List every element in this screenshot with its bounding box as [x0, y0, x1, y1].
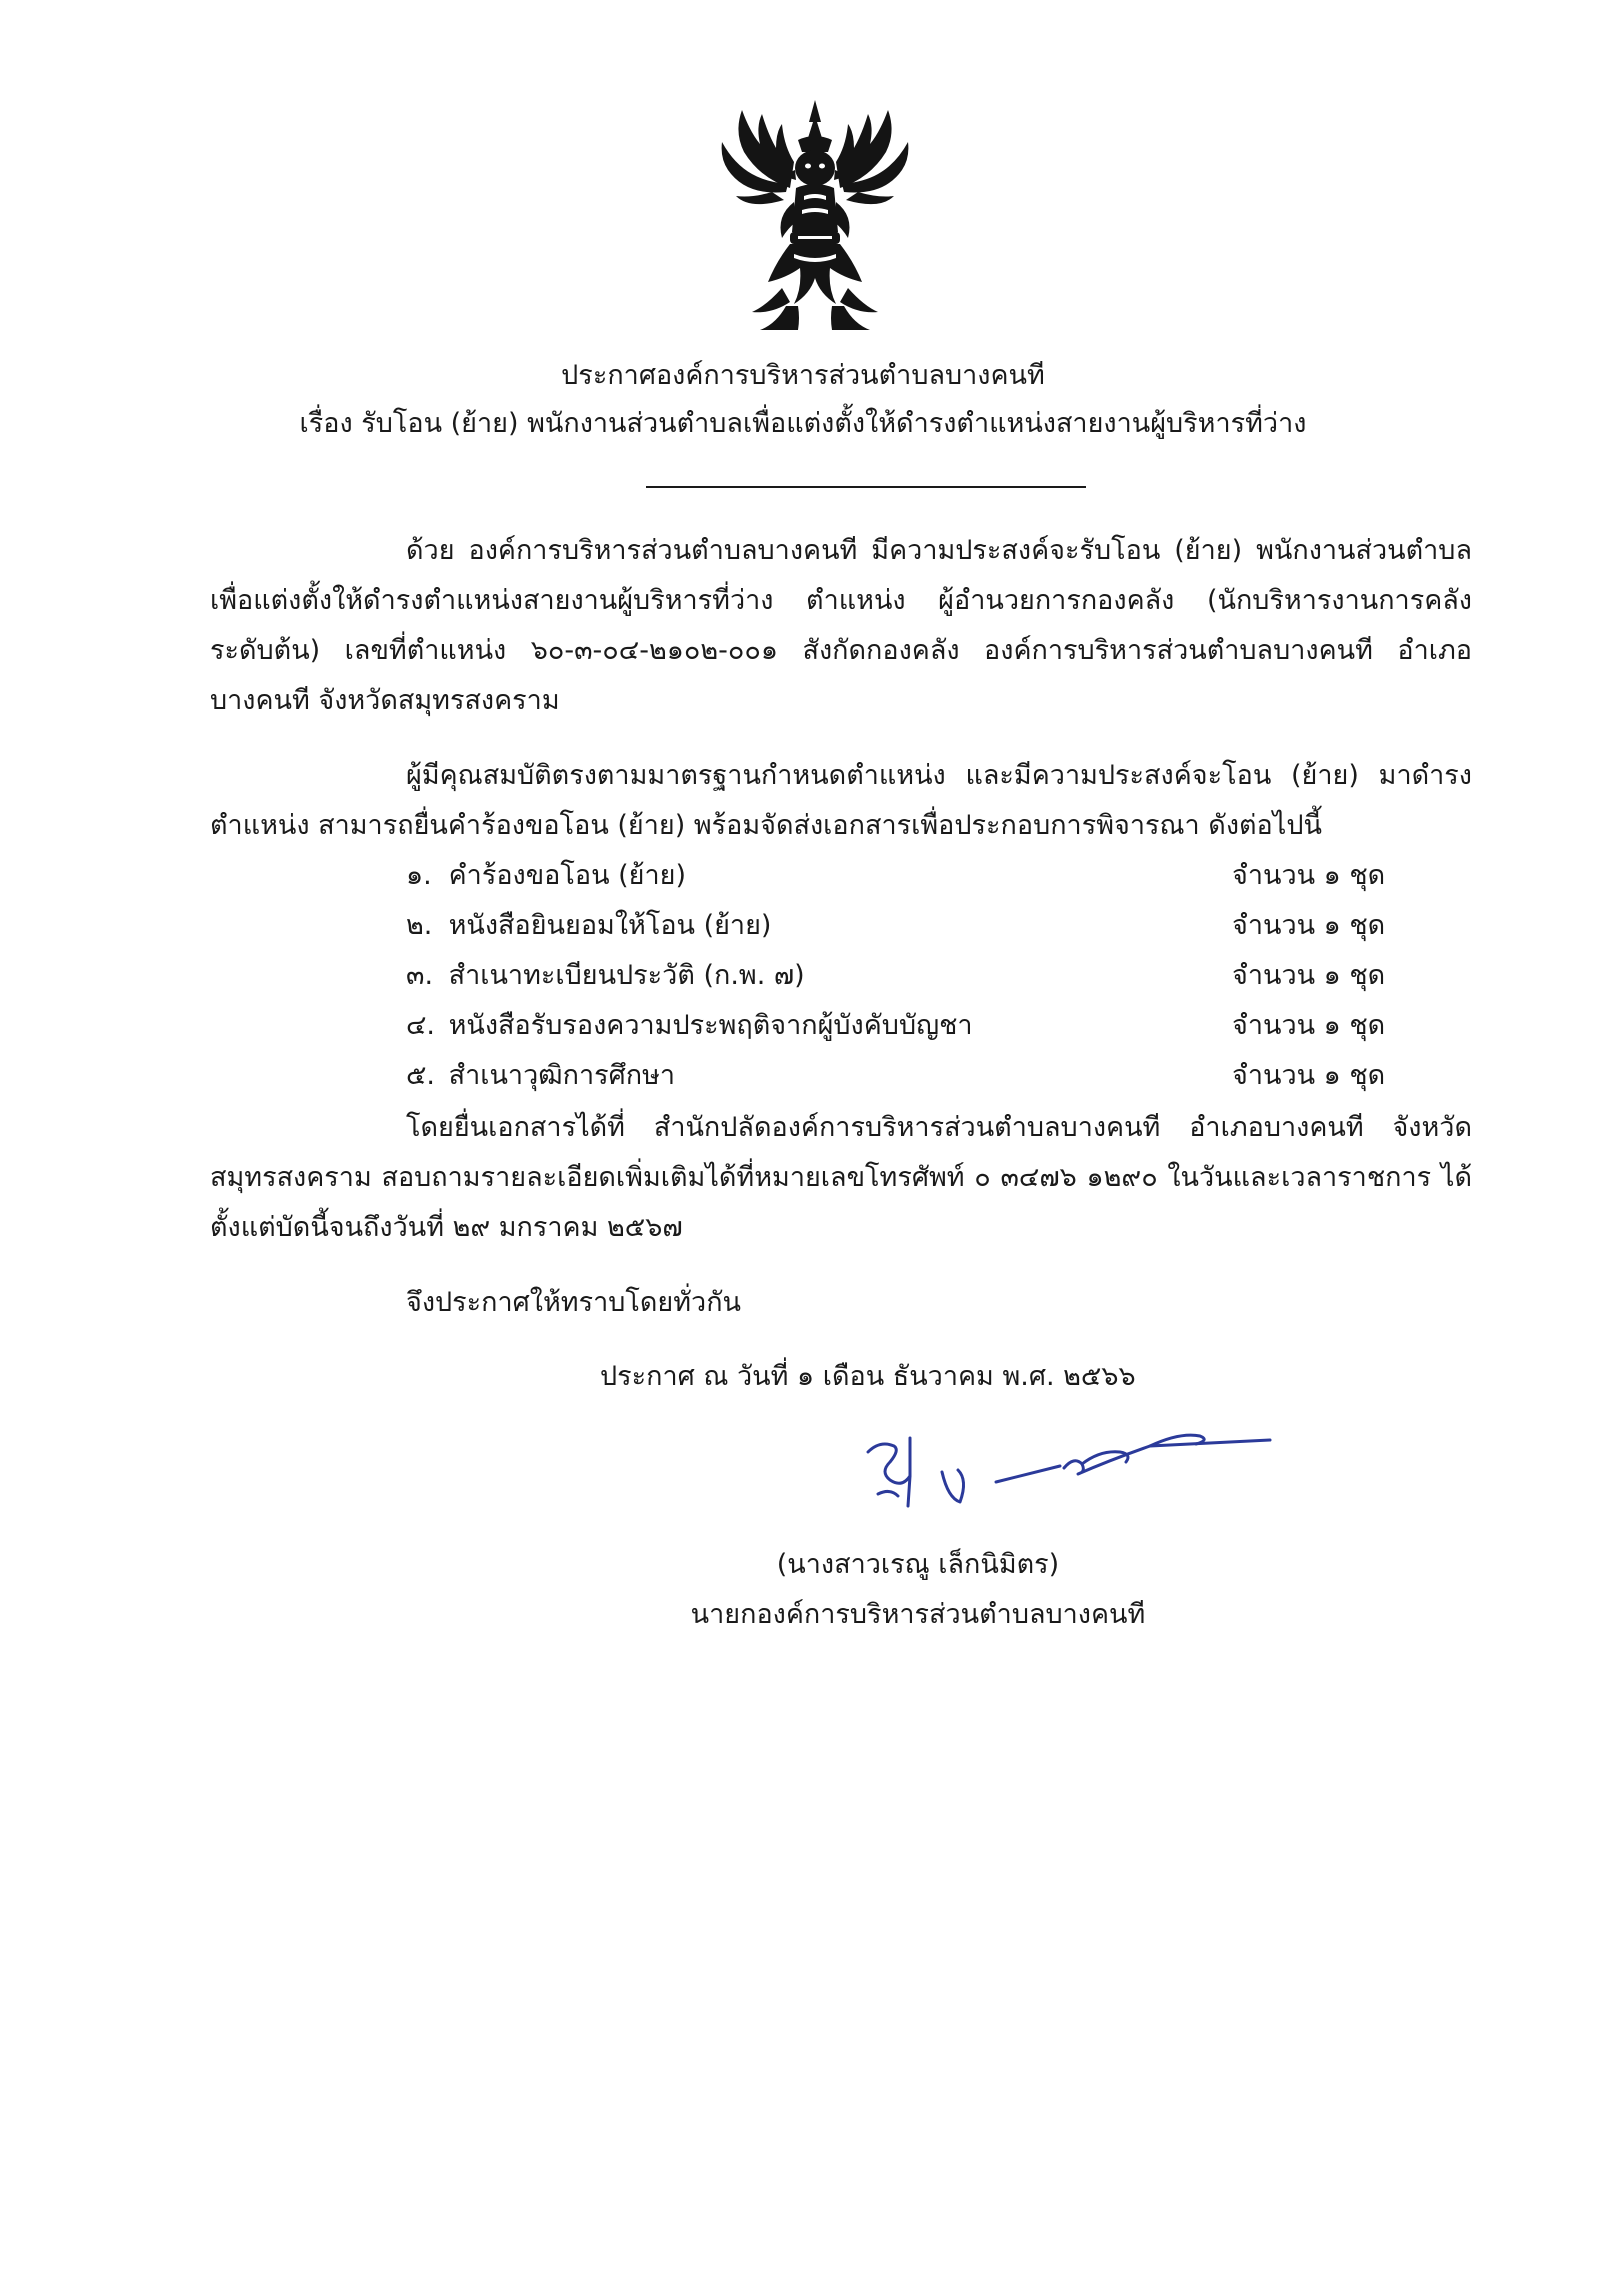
announcement-date: ประกาศ ณ วันที่ ๑ เดือน ธันวาคม พ.ศ. ๒๕๖๖: [600, 1361, 1136, 1392]
item-quantity: จำนวน ๑ ชุด: [1232, 910, 1386, 941]
item-text: สำเนาวุฒิการศึกษา: [448, 1060, 676, 1091]
item-text: หนังสือยินยอมให้โอน (ย้าย): [448, 910, 772, 941]
body-paragraph-submission: [210, 1103, 1472, 1253]
item-number: ๓.: [406, 960, 434, 991]
signer-name: (นางสาวเรณู เล็กนิมิตร): [776, 1549, 1060, 1580]
item-number: ๒.: [406, 910, 433, 941]
item-quantity: จำนวน ๑ ชุด: [1232, 960, 1386, 991]
list-item: [406, 1001, 1406, 1051]
closing-statement: จึงประกาศให้ทราบโดยทั่วกัน: [406, 1287, 741, 1318]
item-text: คำร้องขอโอน (ย้าย): [448, 860, 687, 891]
item-quantity: จำนวน ๑ ชุด: [1232, 1010, 1386, 1041]
paragraph-text: ด้วย องค์การบริหารส่วนตำบลบางคนที มีความประสงค์จะรับโอน (ย้าย) พนักงานส่วนตำบลเพื่อแต่งตั้งให้ดำรงตำแหน่งสายงานผู้บริหารที่ว่าง ตำแหน่ง ผู้อำนวยการกองคลัง (นักบริหารงานการคลัง ระดับต้น) เลขที่ตำแหน่ง ๖๐-๓-๐๔-๒๑๐๒-๐๐๑ สังกัดกองคลัง องค์การบริหารส่วนตำบลบางคนที อำเภอบางคนที จังหวัดสมุทรสงคราม: [210, 535, 1472, 716]
announcement-issuer: ประกาศองค์การบริหารส่วนตำบลบางคนที: [561, 360, 1045, 391]
list-item: [406, 851, 1406, 901]
list-item: [406, 1051, 1406, 1101]
garuda-emblem-icon: [690, 92, 940, 342]
item-text: หนังสือรับรองความประพฤติจากผู้บังคับบัญชา: [448, 1010, 973, 1041]
item-number: ๑.: [406, 860, 432, 891]
body-paragraph-requirements: [210, 751, 1472, 851]
item-number: ๔.: [406, 1010, 436, 1041]
required-documents-list: [406, 851, 1406, 1101]
item-text: สำเนาทะเบียนประวัติ (ก.พ. ๗): [448, 960, 805, 991]
paragraph-text: ผู้มีคุณสมบัติตรงตามมาตรฐานกำหนดตำแหน่ง และมีความประสงค์จะโอน (ย้าย) มาดำรงตำแหน่ง สามารถยื่นคำร้องขอโอน (ย้าย) พร้อมจัดส่งเอกสารเพื่อประกอบการพิจารณา ดังต่อไปนี้: [210, 760, 1472, 841]
announcement-subject: เรื่อง รับโอน (ย้าย) พนักงานส่วนตำบลเพื่อแต่งตั้งให้ดำรงตำแหน่งสายงานผู้บริหารที่ว่าง: [299, 408, 1307, 439]
handwritten-signature-icon: [850, 1410, 1280, 1520]
item-quantity: จำนวน ๑ ชุด: [1232, 1060, 1386, 1091]
signer-title: นายกองค์การบริหารส่วนตำบลบางคนที: [690, 1599, 1146, 1630]
item-number: ๕.: [406, 1060, 436, 1091]
body-paragraph-intro: [210, 526, 1472, 726]
paragraph-text: โดยยื่นเอกสารได้ที่ สำนักปลัดองค์การบริหารส่วนตำบลบางคนที อำเภอบางคนที จังหวัดสมุทรสงคราม สอบถามรายละเอียดเพิ่มเติมได้ที่หมายเลขโทรศัพท์ ๐ ๓๔๗๖ ๑๒๙๐ ในวันและเวลาราชการ ได้ตั้งแต่บัดนี้จนถึงวันที่ ๒๙ มกราคม ๒๕๖๗: [210, 1112, 1472, 1243]
heading-divider: [646, 486, 1086, 488]
item-quantity: จำนวน ๑ ชุด: [1232, 860, 1386, 891]
list-item: [406, 951, 1406, 1001]
list-item: [406, 901, 1406, 951]
